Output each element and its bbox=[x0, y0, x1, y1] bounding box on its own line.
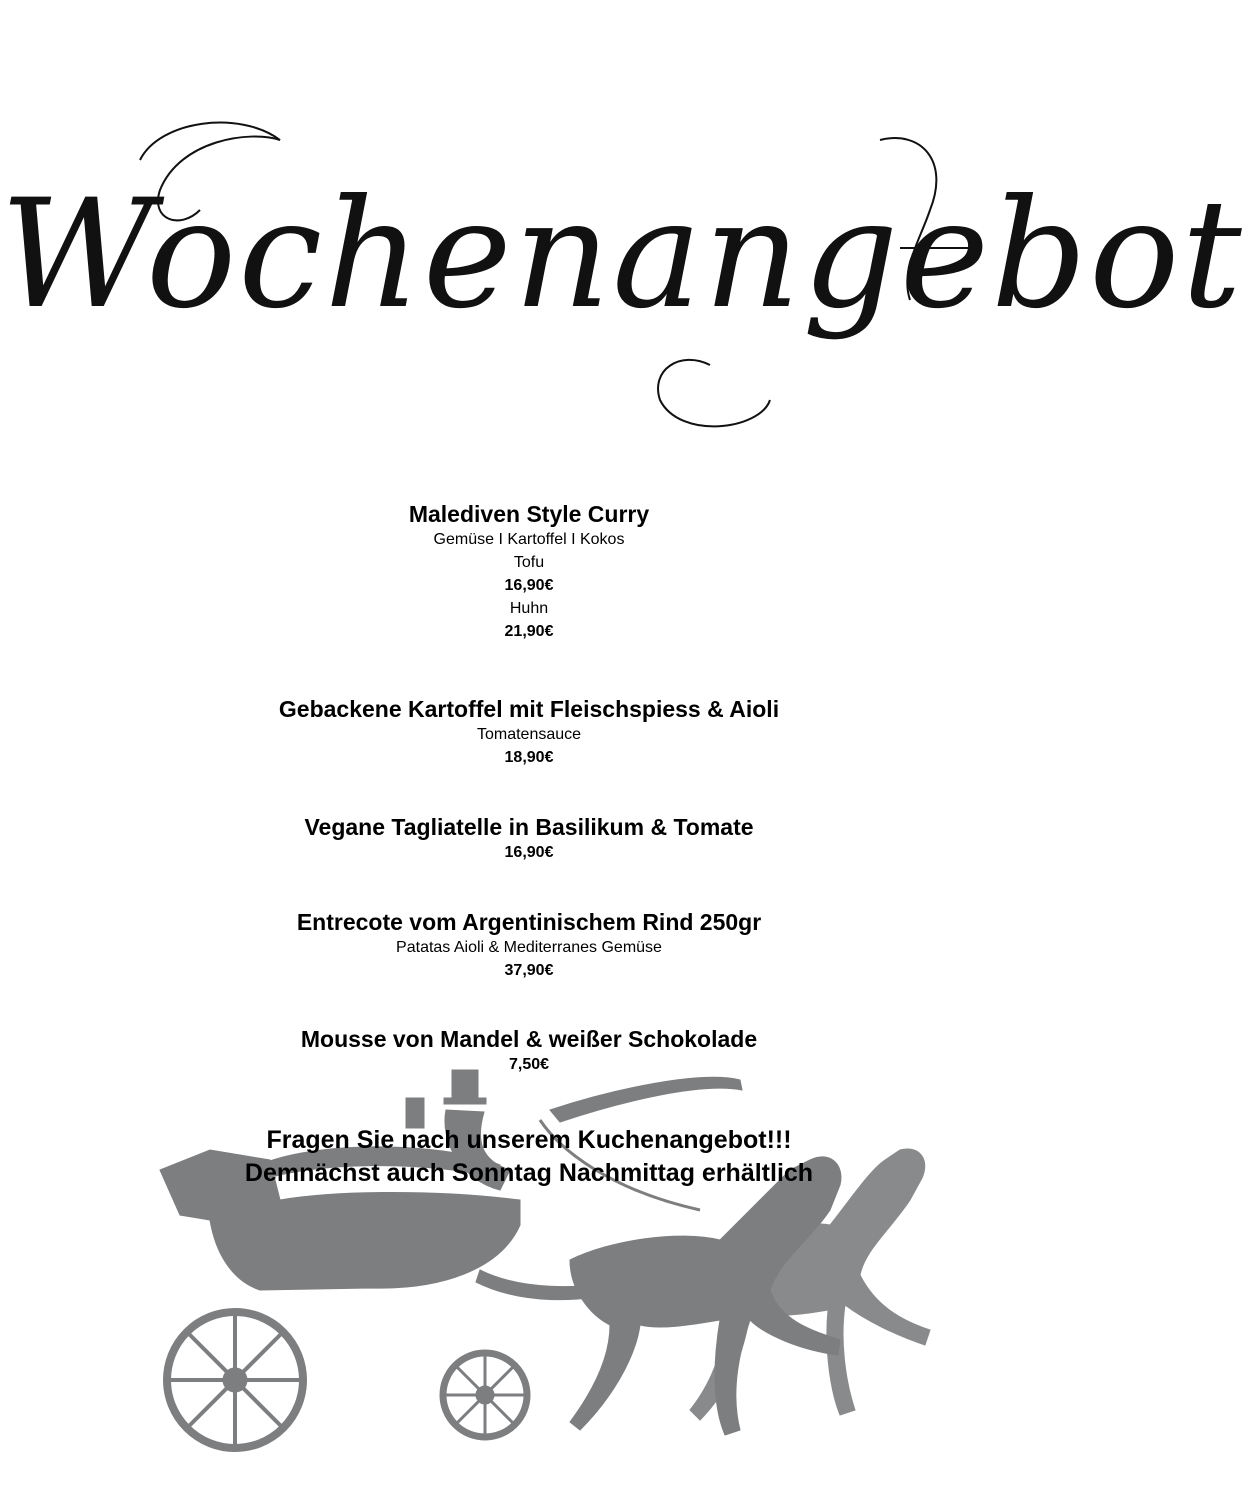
dish-option-label: Tofu bbox=[513, 554, 545, 571]
dish-name: Mousse von Mandel & weißer Schokolade bbox=[300, 1026, 758, 1052]
dish-price: 16,90€ bbox=[504, 844, 554, 861]
dish-price: 18,90€ bbox=[504, 749, 554, 766]
menu-item-mousse bbox=[0, 1025, 1058, 1076]
dish-name: Vegane Tagliatelle in Basilikum & Tomate bbox=[304, 814, 754, 840]
dish-description: Gemüse I Kartoffel I Kokos bbox=[433, 531, 625, 548]
dish-price: 37,90€ bbox=[504, 962, 554, 979]
dish-price: 7,50€ bbox=[508, 1056, 550, 1073]
menu-item-entrecote bbox=[0, 908, 1058, 982]
dish-description: Tomatensauce bbox=[476, 726, 582, 743]
dish-name: Malediven Style Curry bbox=[408, 501, 650, 527]
dish-option-price: 21,90€ bbox=[504, 623, 554, 640]
horse-carriage-illustration bbox=[140, 1050, 940, 1460]
menu-item-curry bbox=[0, 500, 1058, 643]
dish-name: Gebackene Kartoffel mit Fleischspiess & Aioli bbox=[278, 696, 780, 722]
dish-name: Entrecote vom Argentinischem Rind 250gr bbox=[296, 909, 762, 935]
dish-description: Patatas Aioli & Mediterranes Gemüse bbox=[396, 939, 662, 956]
notice-line-1: Fragen Sie nach unserem Kuchenangebot!!! bbox=[266, 1126, 792, 1154]
cake-notice bbox=[0, 1124, 1058, 1190]
menu-item-tagliatelle bbox=[0, 813, 1058, 864]
menu-item-baked-potato bbox=[0, 695, 1058, 769]
dish-option-price: 16,90€ bbox=[504, 577, 554, 594]
dish-option-label: Huhn bbox=[509, 600, 549, 617]
notice-line-2: Demnächst auch Sonntag Nachmittag erhältlich bbox=[244, 1159, 814, 1187]
page-title: Wochenangebot bbox=[0, 168, 1244, 342]
